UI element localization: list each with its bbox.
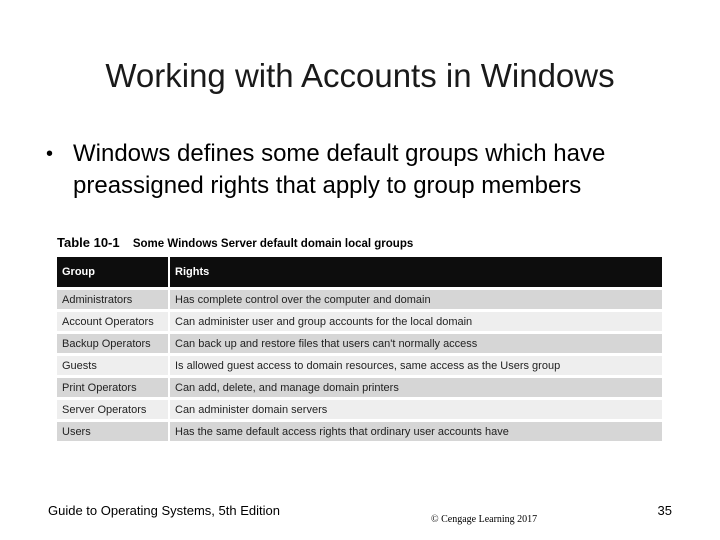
group-cell: Account Operators [57,311,169,333]
rights-cell: Is allowed guest access to domain resources, same access as the Users group [169,355,662,377]
table-row [57,399,662,421]
slide-title: Working with Accounts in Windows [105,57,615,94]
rights-cell: Can add, delete, and manage domain printers [169,377,662,399]
table-caption-text: Some Windows Server default domain local groups [132,238,414,250]
page-number: 35 [657,503,672,518]
rights-cell: Can administer user and group accounts for the local domain [169,311,662,333]
table-row [57,289,662,311]
rights-cell: Has complete control over the computer and domain [169,289,662,311]
rights-cell: Can back up and restore files that users can't normally access [169,333,662,355]
column-header-group: Group [57,257,169,289]
table-caption [57,235,413,250]
table-row [57,311,662,333]
table-row [57,355,662,377]
footer-book-title: Guide to Operating Systems, 5th Edition [48,503,280,518]
group-cell: Server Operators [57,399,169,421]
group-cell: Backup Operators [57,333,169,355]
table-row [57,333,662,355]
group-cell: Guests [57,355,169,377]
table-header-row [57,257,662,289]
table-row [57,421,662,442]
rights-cell: Can administer domain servers [169,399,662,421]
table-row [57,377,662,399]
group-cell: Print Operators [57,377,169,399]
group-cell: Administrators [57,289,169,311]
bullet-icon: • [46,143,54,165]
footer-copyright: © Cengage Learning 2017 [431,514,538,525]
table-caption-number: Table 10-1 [57,235,120,250]
bullet-text: Windows defines some default groups which have preassigned rights that apply to group members [73,140,606,199]
group-cell: Users [57,421,169,442]
groups-table-container [57,257,662,441]
column-header-rights: Rights [169,257,662,289]
groups-table [57,257,662,441]
rights-cell: Has the same default access rights that ordinary user accounts have [169,421,662,442]
